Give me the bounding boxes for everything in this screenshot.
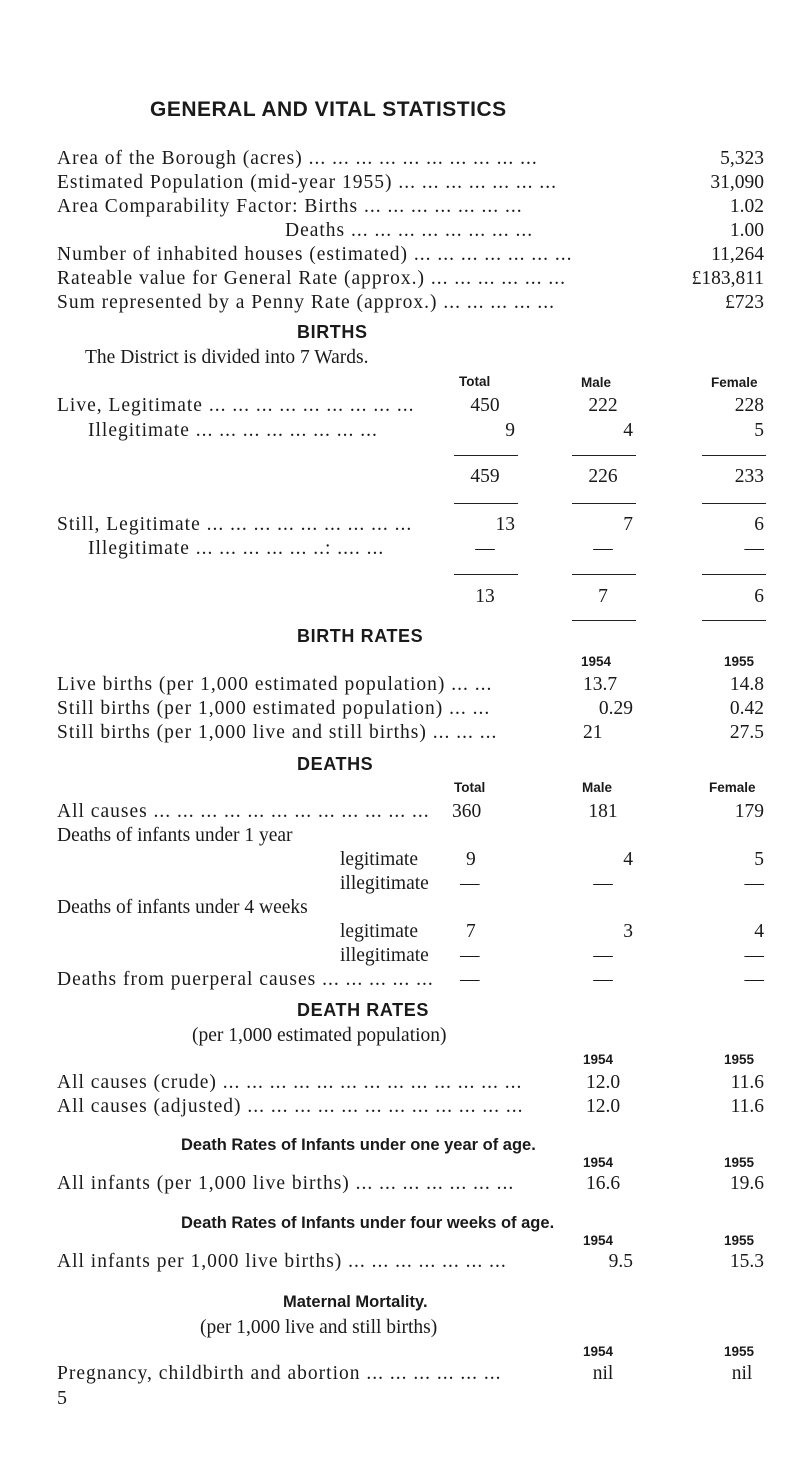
divider — [454, 574, 518, 575]
infant-4wk-rates-heading: Death Rates of Infants under four weeks of age. — [181, 1214, 555, 1232]
birth-rates-label-still-births: Still births (per 1,000 live and still births) ... ... ... — [57, 722, 498, 743]
birth-rates-heading: BIRTH RATES — [297, 626, 424, 646]
births-still-illegit-male: — — [593, 538, 613, 559]
deaths-infants-4wk-legit-total: 7 — [466, 921, 476, 942]
deaths-infants-1yr-illegit-label: illegitimate — [340, 873, 429, 894]
births-live-illegit-female: 5 — [754, 420, 764, 441]
deaths-infants-1yr-illegit-male: — — [593, 873, 613, 894]
infant-1yr-rates-heading: Death Rates of Infants under one year of age. — [181, 1136, 536, 1154]
maternal-subheading: (per 1,000 live and still births) — [200, 1317, 438, 1338]
births-live-legit-male: 222 — [588, 395, 618, 416]
births-col-female: Female — [711, 375, 758, 390]
death-rates-adjusted-1955: 11.6 — [730, 1096, 764, 1117]
birth-rates-label-still-pop: Still births (per 1,000 estimated population) ... ... — [57, 698, 491, 719]
births-still-subtotal-male: 7 — [598, 586, 608, 607]
deaths-infants-4wk-legit-female: 4 — [754, 921, 764, 942]
general-label-acf-deaths: Deaths ... ... ... ... ... ... ... ... — [285, 220, 534, 241]
births-live-subtotal-male: 226 — [588, 466, 618, 487]
deaths-puerperal-total: — — [460, 969, 480, 990]
birth-rates-still-pop-1954: 0.29 — [598, 698, 633, 719]
general-value-population: 31,090 — [710, 172, 764, 193]
births-intro: The District is divided into 7 Wards. — [85, 347, 369, 368]
general-label-rateable: Rateable value for General Rate (approx.) ... ... ... ... ... ... — [57, 268, 567, 289]
divider — [572, 503, 636, 504]
deaths-infants-1yr-label: Deaths of infants under 1 year — [57, 825, 293, 846]
births-still-subtotal-total: 13 — [475, 586, 495, 607]
maternal-col-1955: 1955 — [724, 1344, 755, 1359]
maternal-heading: Maternal Mortality. — [283, 1293, 428, 1311]
births-live-subtotal-total: 459 — [470, 466, 500, 487]
births-col-male: Male — [581, 375, 612, 390]
deaths-infants-1yr-legit-label: legitimate — [340, 849, 418, 870]
infant-1yr-rates-label: All infants (per 1,000 live births) ... ... ... ... ... ... ... — [57, 1173, 515, 1194]
divider — [572, 574, 636, 575]
births-label-live-legit: Live, Legitimate ... ... ... ... ... ... ... ... ... — [57, 395, 415, 416]
general-label-acf-births: Area Comparability Factor: Births ... ... ... ... ... ... ... — [57, 196, 523, 217]
births-live-illegit-total: 9 — [505, 420, 515, 441]
general-value-penny-rate: £723 — [725, 292, 764, 313]
general-value-houses: 11,264 — [711, 244, 764, 265]
infant-4wk-rates-col-1955: 1955 — [724, 1233, 755, 1248]
birth-rates-still-births-1954: 21 — [583, 722, 603, 743]
deaths-infants-4wk-illegit-total: — — [460, 945, 480, 966]
divider — [572, 620, 636, 621]
general-label-population: Estimated Population (mid-year 1955) ... ... ... ... ... ... ... — [57, 172, 557, 193]
births-live-legit-total: 450 — [470, 395, 500, 416]
general-value-acf-births: 1.02 — [729, 196, 764, 217]
deaths-infants-1yr-legit-female: 5 — [754, 849, 764, 870]
page-number: 5 — [57, 1387, 67, 1409]
general-label-houses: Number of inhabited houses (estimated) ... ... ... ... ... ... ... — [57, 244, 573, 265]
divider — [702, 620, 766, 621]
birth-rates-col-1954: 1954 — [581, 654, 612, 669]
births-heading: BIRTHS — [297, 322, 368, 342]
maternal-1955: nil — [731, 1363, 753, 1384]
births-label-still-legit: Still, Legitimate ... ... ... ... ... ... ... ... ... — [57, 514, 413, 535]
general-value-area: 5,323 — [720, 148, 764, 169]
death-rates-label-adjusted: All causes (adjusted) ... ... ... ... ... ... ... ... ... ... ... ... — [57, 1096, 524, 1117]
deaths-col-female: Female — [709, 780, 756, 795]
deaths-infants-4wk-illegit-male: — — [593, 945, 613, 966]
births-still-illegit-female: — — [744, 538, 764, 559]
infant-1yr-rates-col-1955: 1955 — [724, 1155, 755, 1170]
infant-1yr-rates-1954: 16.6 — [585, 1173, 621, 1194]
births-live-subtotal-female: 233 — [734, 466, 764, 487]
birth-rates-still-pop-1955: 0.42 — [729, 698, 764, 719]
births-label-live-illegit: Illegitimate ... ... ... ... ... ... ... ... — [88, 420, 378, 441]
death-rates-crude-1955: 11.6 — [730, 1072, 764, 1093]
maternal-1954: nil — [592, 1363, 614, 1384]
births-still-subtotal-female: 6 — [754, 586, 764, 607]
divider — [572, 455, 636, 456]
births-still-illegit-total: — — [475, 538, 495, 559]
death-rates-crude-1954: 12.0 — [585, 1072, 621, 1093]
deaths-infants-1yr-illegit-total: — — [460, 873, 480, 894]
birth-rates-still-births-1955: 27.5 — [729, 722, 764, 743]
divider — [454, 503, 518, 504]
maternal-col-1954: 1954 — [583, 1344, 614, 1359]
deaths-label-all-causes: All causes ... ... ... ... ... ... ... ... ... ... ... ... — [57, 801, 430, 822]
birth-rates-live-1955: 14.8 — [729, 674, 764, 695]
birth-rates-live-1954: 13.7 — [583, 674, 618, 695]
divider — [702, 503, 766, 504]
general-label-area: Area of the Borough (acres) ... ... ... ... ... ... ... ... ... ... — [57, 148, 538, 169]
deaths-puerperal-male: — — [593, 969, 613, 990]
infant-4wk-rates-col-1954: 1954 — [583, 1233, 614, 1248]
infant-4wk-rates-1955: 15.3 — [729, 1251, 764, 1272]
deaths-all-causes-female: 179 — [734, 801, 764, 822]
death-rates-adjusted-1954: 12.0 — [585, 1096, 621, 1117]
general-label-penny-rate: Sum represented by a Penny Rate (approx.) ... ... ... ... ... — [57, 292, 556, 313]
deaths-heading: DEATHS — [297, 754, 374, 774]
births-live-illegit-male: 4 — [623, 420, 633, 441]
deaths-infants-1yr-illegit-female: — — [744, 873, 764, 894]
deaths-infants-1yr-legit-total: 9 — [466, 849, 476, 870]
births-still-legit-female: 6 — [754, 514, 764, 535]
maternal-label: Pregnancy, childbirth and abortion ... ... ... ... ... ... — [57, 1363, 502, 1384]
death-rates-subheading: (per 1,000 estimated population) — [192, 1025, 447, 1046]
general-value-acf-deaths: 1.00 — [729, 220, 764, 241]
deaths-all-causes-total: 360 — [452, 801, 482, 822]
deaths-infants-4wk-legit-male: 3 — [623, 921, 633, 942]
death-rates-label-crude: All causes (crude) ... ... ... ... ... ... ... ... ... ... ... ... ... — [57, 1072, 523, 1093]
deaths-label-puerperal: Deaths from puerperal causes ... ... ... ... ... — [57, 969, 434, 990]
deaths-all-causes-male: 181 — [588, 801, 618, 822]
deaths-infants-1yr-legit-male: 4 — [623, 849, 633, 870]
death-rates-col-1955: 1955 — [724, 1052, 755, 1067]
deaths-infants-4wk-label: Deaths of infants under 4 weeks — [57, 897, 308, 918]
births-col-total: Total — [459, 374, 491, 389]
infant-1yr-rates-1955: 19.6 — [729, 1173, 764, 1194]
infant-4wk-rates-1954: 9.5 — [608, 1251, 633, 1272]
births-still-legit-male: 7 — [623, 514, 633, 535]
divider — [702, 574, 766, 575]
infant-4wk-rates-label: All infants per 1,000 live births) ... ... ... ... ... ... ... — [57, 1251, 507, 1272]
general-value-rateable: £183,811 — [691, 268, 764, 289]
page-title: GENERAL AND VITAL STATISTICS — [150, 98, 507, 121]
birth-rates-label-live: Live births (per 1,000 estimated population) ... ... — [57, 674, 493, 695]
death-rates-heading: DEATH RATES — [297, 1000, 429, 1020]
births-live-legit-female: 228 — [734, 395, 764, 416]
infant-1yr-rates-col-1954: 1954 — [583, 1155, 614, 1170]
births-still-legit-total: 13 — [495, 514, 515, 535]
deaths-puerperal-female: — — [744, 969, 764, 990]
death-rates-col-1954: 1954 — [583, 1052, 614, 1067]
deaths-col-total: Total — [454, 780, 486, 795]
divider — [454, 455, 518, 456]
deaths-infants-4wk-illegit-female: — — [744, 945, 764, 966]
births-label-still-illegit: Illegitimate ... ... ... ... ... ..: .... ... — [88, 538, 385, 559]
deaths-infants-4wk-illegit-label: illegitimate — [340, 945, 429, 966]
deaths-infants-4wk-legit-label: legitimate — [340, 921, 418, 942]
birth-rates-col-1955: 1955 — [724, 654, 755, 669]
deaths-col-male: Male — [582, 780, 613, 795]
divider — [702, 455, 766, 456]
